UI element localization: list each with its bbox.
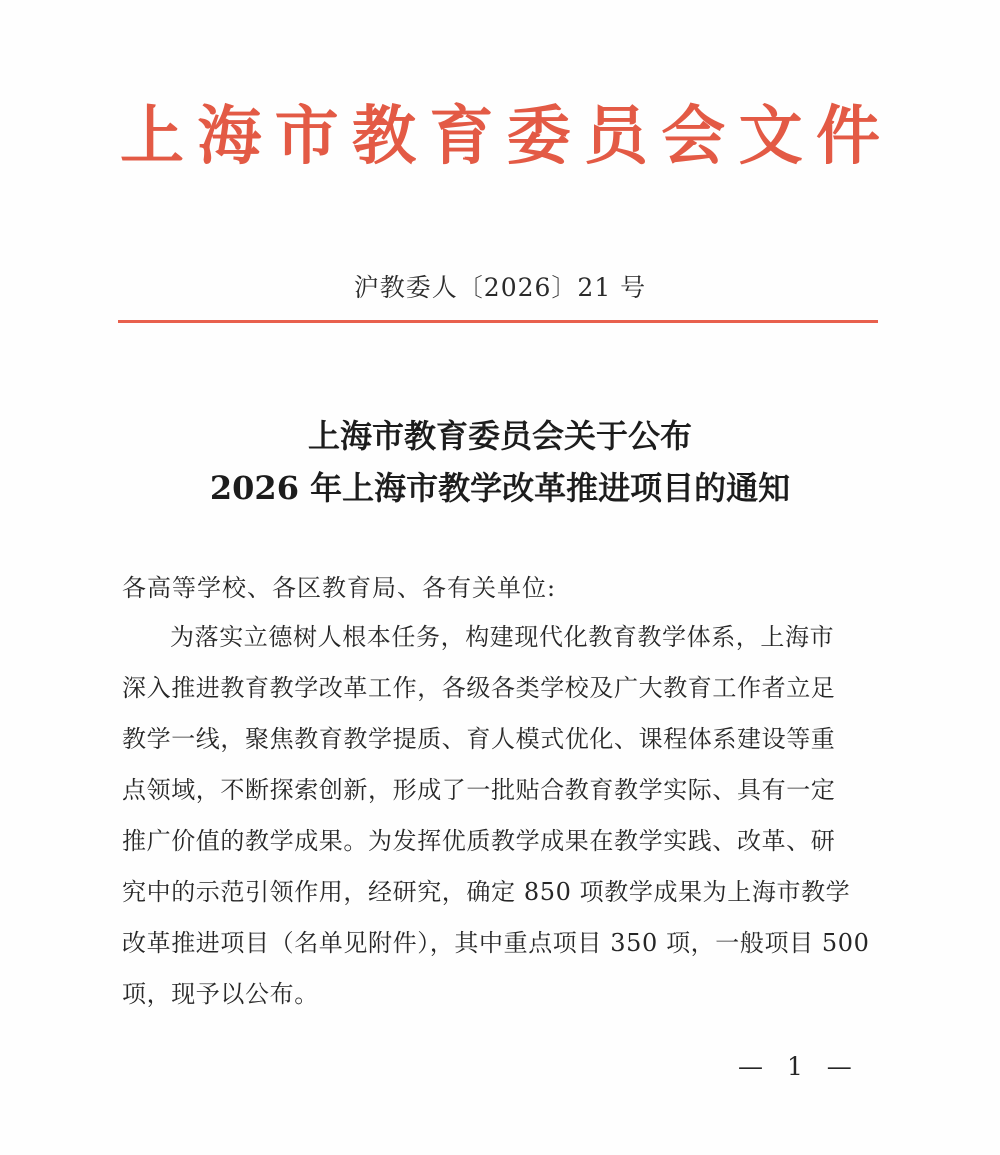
masthead-char: 文: [738, 99, 803, 174]
body-paragraph: [122, 622, 892, 1030]
body-line: 推广价值的教学成果。为发挥优质教学成果在教学实践、改革、研: [122, 827, 836, 855]
masthead-char: 海: [197, 99, 262, 174]
masthead-char: 会: [661, 99, 726, 174]
masthead-char: 育: [429, 99, 494, 174]
red-divider-line: [118, 320, 878, 323]
body-line: 教学一线，聚焦教育教学提质、育人模式优化、课程体系建设等重: [122, 725, 836, 753]
body-line: 究中的示范引领作用，经研究，确定 850 项教学成果为上海市教学: [122, 878, 851, 906]
masthead-char: 委: [506, 99, 571, 174]
notice-title-line-2: 2026 年上海市教学改革推进项目的通知: [209, 469, 791, 507]
body-line: 为落实立德树人根本任务，构建现代化教育教学体系，上海市: [170, 623, 835, 651]
masthead-char: 上: [120, 99, 184, 174]
masthead-char: 市: [274, 99, 339, 174]
body-line: 项，现予以公布。: [122, 980, 319, 1008]
page-number: — 1 —: [738, 1052, 860, 1081]
masthead-char: 员: [583, 99, 648, 174]
masthead-title: [120, 92, 880, 182]
masthead-char: 件: [815, 99, 880, 174]
body-line: 点领域，不断探索创新，形成了一批贴合教育教学实际、具有一定: [122, 776, 836, 804]
salutation: 各高等学校、各区教育局、各有关单位:: [122, 574, 557, 602]
body-line: 深入推进教育教学改革工作，各级各类学校及广大教育工作者立足: [122, 674, 836, 702]
masthead-char: 教: [351, 99, 416, 174]
document-number: 沪教委人〔2026〕21 号: [353, 273, 647, 302]
notice-title: [0, 410, 1000, 514]
body-line: 改革推进项目（名单见附件），其中重点项目 350 项，一般项目 500: [122, 929, 870, 957]
notice-title-line-1: 上海市教育委员会关于公布: [307, 417, 692, 455]
